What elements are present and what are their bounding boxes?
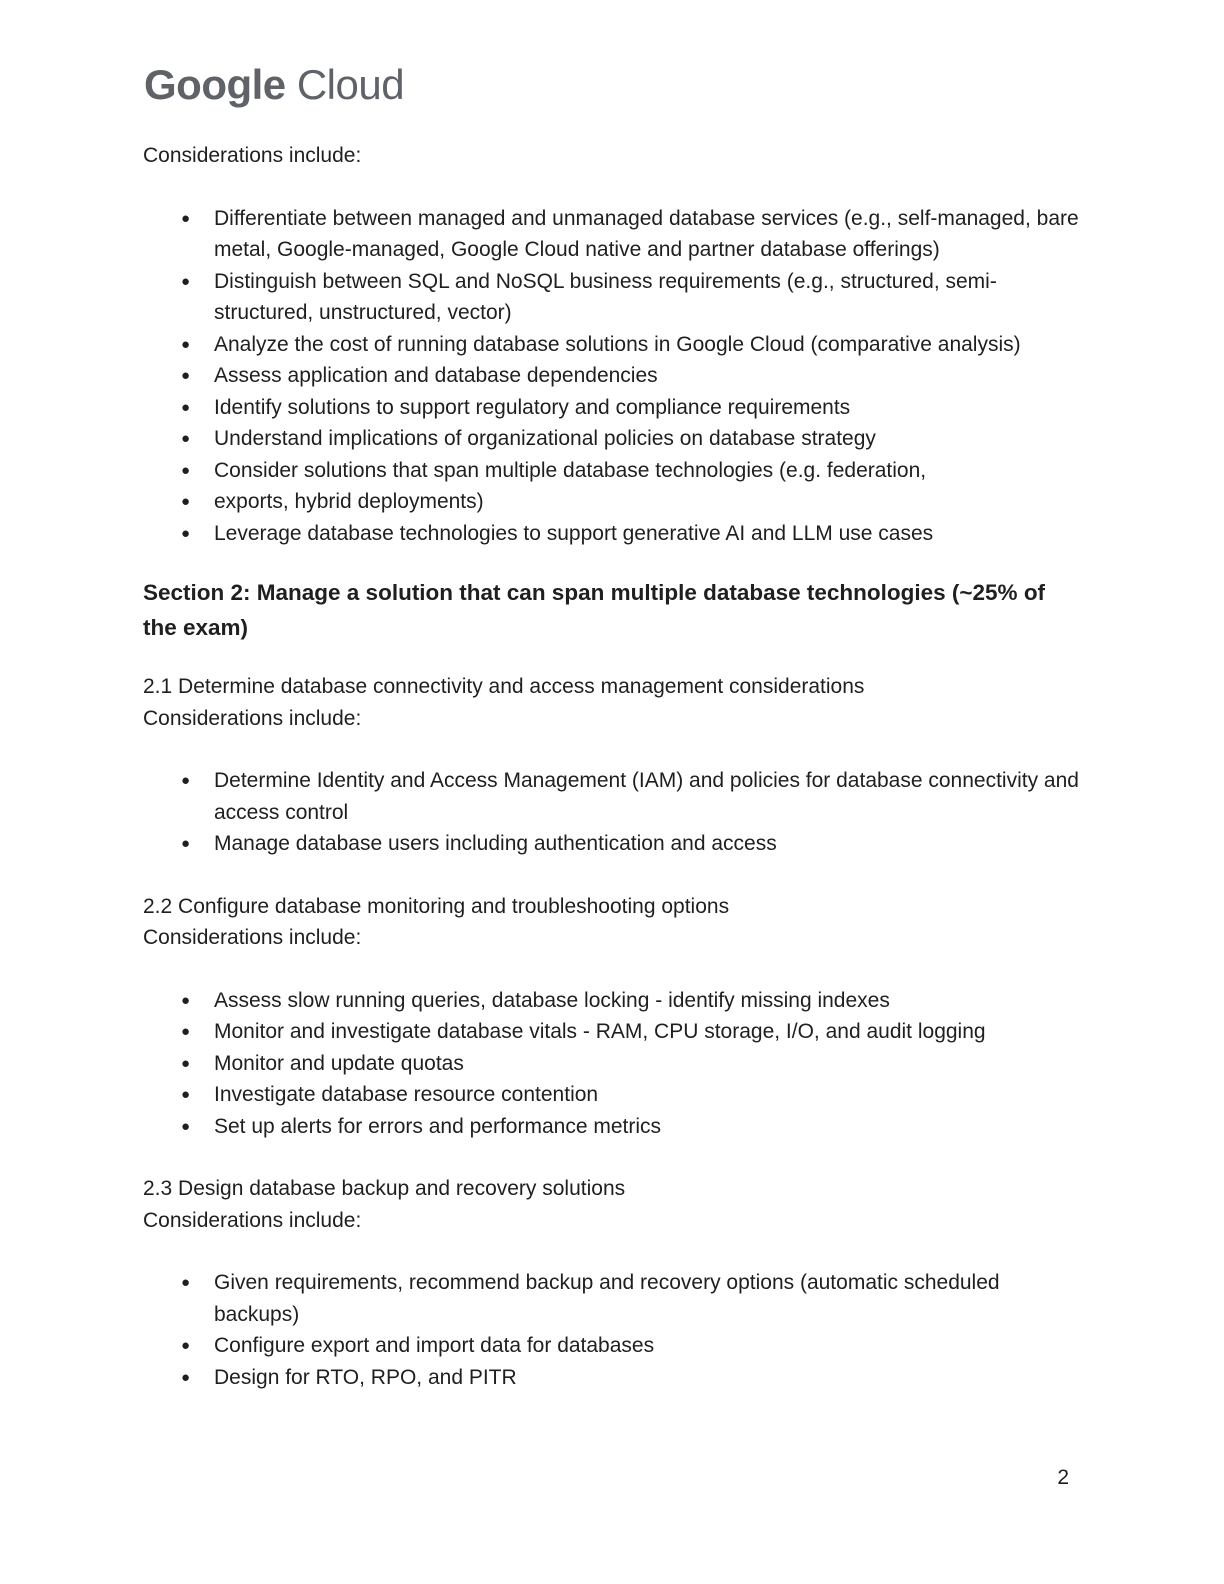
bullet-icon: ● <box>181 1054 191 1072</box>
logo-product: Cloud <box>296 61 405 108</box>
bullet-icon: ● <box>181 1337 191 1354</box>
bullet-icon: ● <box>181 1117 191 1135</box>
bullet-icon: ● <box>181 1086 191 1103</box>
list-item <box>143 985 1083 1017</box>
list-item-text: Determine Identity and Access Management (IAM) and policies for database connectivity and access control <box>214 769 1079 824</box>
list-item <box>143 203 1083 266</box>
list-item <box>143 266 1083 329</box>
considerations-label: Considerations include: <box>143 926 362 949</box>
subsection-title: 2.2 Configure database monitoring and troubleshooting options <box>143 894 730 918</box>
list-item-text: Set up alerts for errors and performance metrics <box>214 1114 662 1138</box>
considerations-list <box>143 203 1083 550</box>
list-item <box>143 1330 1083 1362</box>
considerations-list <box>143 765 1083 860</box>
bullet-icon: ● <box>181 398 191 416</box>
considerations-label: Considerations include: <box>143 1208 362 1232</box>
list-item-text: Monitor and update quotas <box>214 1051 464 1075</box>
bullet-icon: ● <box>181 1368 191 1386</box>
list-item <box>143 1267 1083 1330</box>
list-item <box>143 360 1083 392</box>
subsection-title: 2.3 Design database backup and recovery solutions <box>143 1177 626 1200</box>
list-item-text: Differentiate between managed and unmanaged database services (e.g., self-managed, bare metal, Google-managed, Google Cloud native and partner database offerings) <box>214 206 1079 261</box>
list-item <box>143 1079 1083 1111</box>
considerations-label: Considerations include: <box>143 144 362 167</box>
subsection-title: 2.1 Determine database connectivity and access management considerations <box>143 675 865 698</box>
list-item-text: Investigate database resource contention <box>214 1083 599 1106</box>
list-item-text: Monitor and investigate database vitals - RAM, CPU storage, I/O, and audit logging <box>214 1020 986 1043</box>
list-item-text: Distinguish between SQL and NoSQL business requirements (e.g., structured, semi-structured, unstructured, vector) <box>214 269 997 324</box>
list-item-text: Assess application and database dependencies <box>214 364 658 387</box>
list-item <box>143 1048 1083 1080</box>
bullet-icon: ● <box>181 991 191 1009</box>
list-item <box>143 486 1083 518</box>
list-item <box>143 1111 1083 1143</box>
list-item-text: Configure export and import data for databases <box>214 1334 655 1357</box>
list-item-text: Assess slow running queries, database locking - identify missing indexes <box>214 988 890 1012</box>
bullet-icon: ● <box>181 272 191 290</box>
list-item <box>143 423 1083 455</box>
list-item-text: Design for RTO, RPO, and PITR <box>214 1365 517 1389</box>
bullet-icon: ● <box>181 772 191 789</box>
list-item <box>143 329 1083 361</box>
list-item-text: Identify solutions to support regulatory and compliance requirements <box>214 395 851 419</box>
list-item <box>143 518 1083 550</box>
bullet-icon: ● <box>181 493 191 510</box>
bullet-icon: ● <box>181 335 191 353</box>
list-item-text: Given requirements, recommend backup and recovery options (automatic scheduled backups) <box>214 1271 1000 1326</box>
document-body <box>143 140 1083 1393</box>
list-item-text: Leverage database technologies to support generative AI and LLM use cases <box>214 521 934 545</box>
list-item <box>143 1362 1083 1394</box>
list-item <box>143 392 1083 424</box>
bullet-icon: ● <box>181 461 191 479</box>
bullet-icon: ● <box>181 367 191 384</box>
page-number: 2 <box>1057 1466 1069 1489</box>
list-item <box>143 1016 1083 1048</box>
considerations-list <box>143 1267 1083 1393</box>
bullet-icon: ● <box>181 430 191 447</box>
google-cloud-logo <box>144 61 405 108</box>
bullet-icon: ● <box>181 835 191 852</box>
list-item-text: Consider solutions that span multiple database technologies (e.g. federation, <box>214 458 927 482</box>
considerations-list <box>143 985 1083 1143</box>
list-item-text: Analyze the cost of running database solutions in Google Cloud (comparative analysis) <box>214 332 1021 356</box>
bullet-icon: ● <box>181 1274 191 1291</box>
list-item <box>143 455 1083 487</box>
list-item <box>143 765 1083 828</box>
bullet-icon: ● <box>181 524 191 542</box>
bullet-icon: ● <box>181 1023 191 1040</box>
considerations-label: Considerations include: <box>143 706 362 730</box>
bullet-icon: ● <box>181 209 191 227</box>
list-item-text: exports, hybrid deployments) <box>214 490 484 513</box>
section-heading: Section 2: Manage a solution that can span multiple database technologies (~25% of the exam) <box>143 580 1046 640</box>
list-item-text: Understand implications of organizational policies on database strategy <box>214 427 876 450</box>
logo-brand: Google <box>144 61 286 108</box>
list-item <box>143 828 1083 860</box>
list-item-text: Manage database users including authentication and access <box>214 832 777 855</box>
